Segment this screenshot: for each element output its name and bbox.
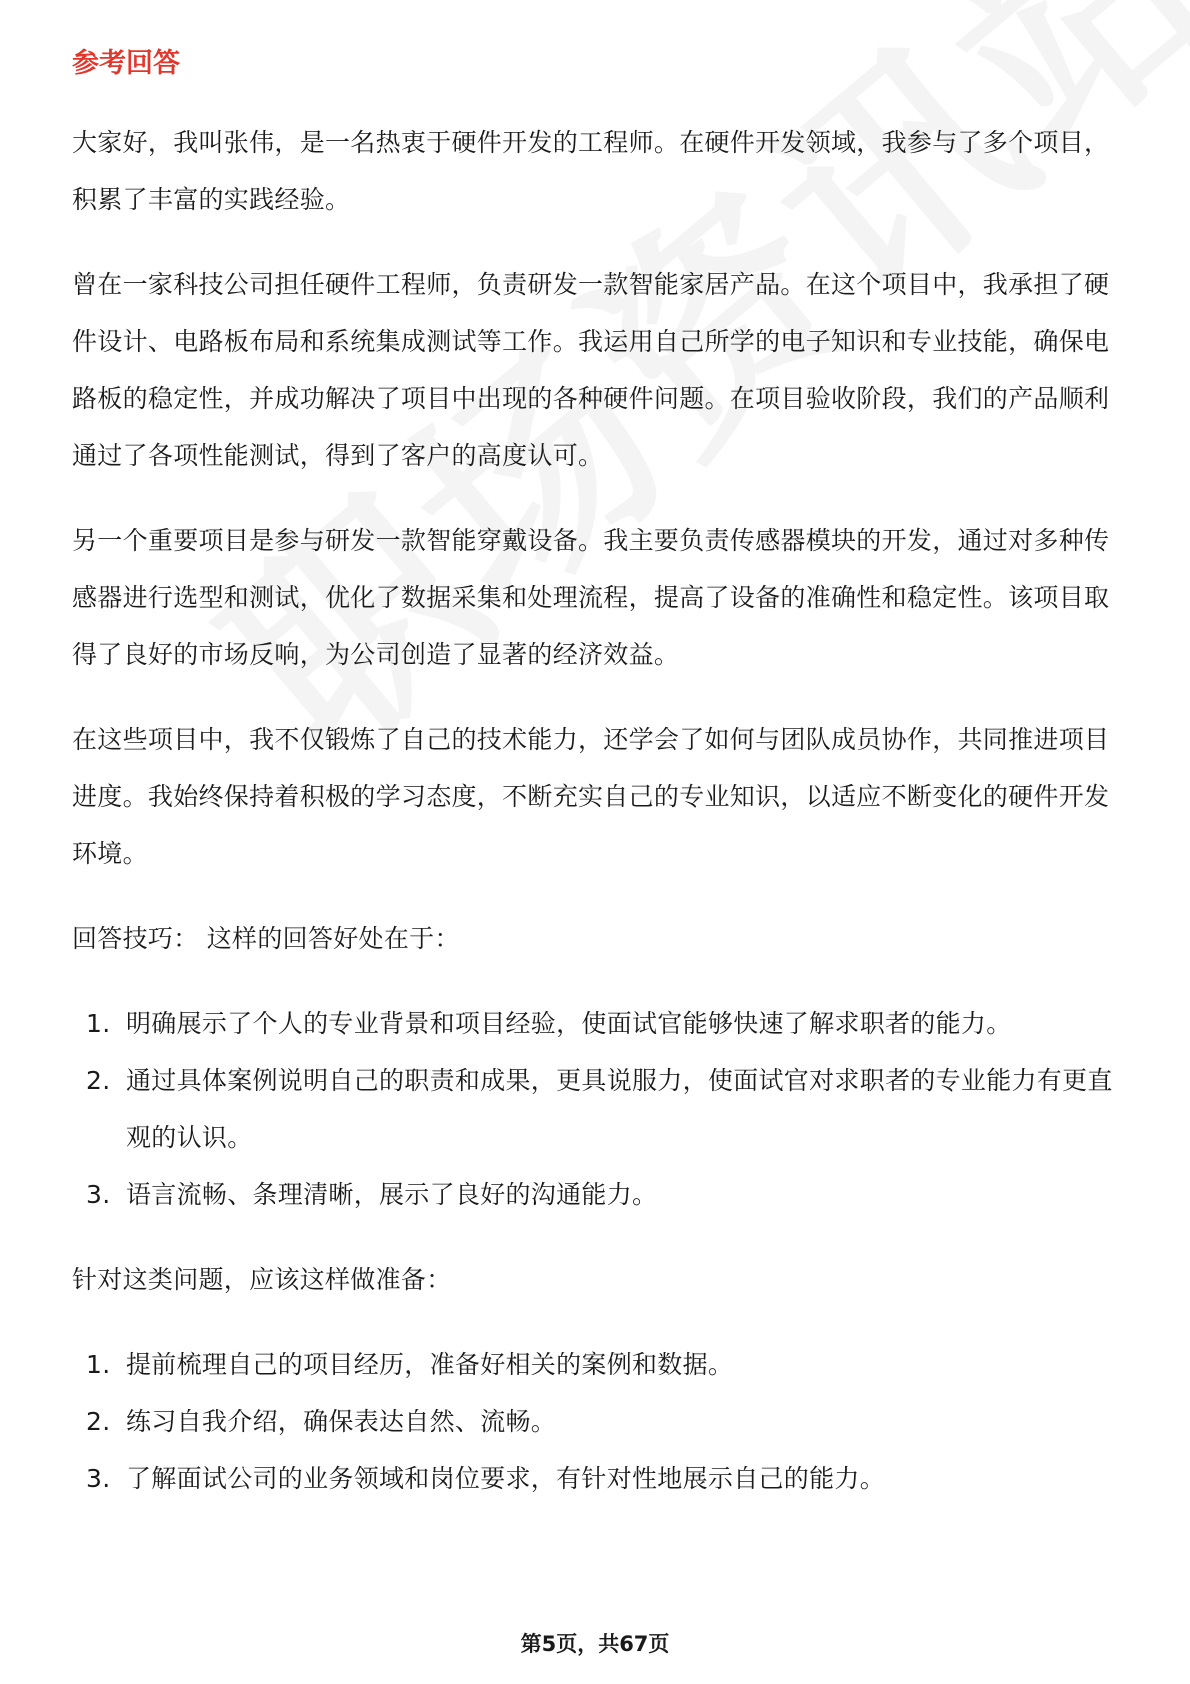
list-number: 1.	[86, 1350, 111, 1379]
list-number: 2.	[86, 1066, 111, 1095]
list-item-text: 明确展示了个人的专业背景和项目经验，使面试官能够快速了解求职者的能力。	[126, 1009, 1012, 1038]
list-number: 2.	[86, 1407, 111, 1436]
list-number: 1.	[86, 1009, 111, 1038]
tips-title: 回答技巧： 这样的回答好处在于：	[72, 924, 460, 953]
prep-list	[72, 1336, 1118, 1507]
prep-title: 针对这类问题，应该这样做准备：	[72, 1265, 452, 1294]
list-number: 3.	[86, 1464, 111, 1493]
list-item	[72, 1450, 1118, 1507]
list-item-text: 练习自我介绍，确保表达自然、流畅。	[126, 1407, 557, 1436]
list-item-text: 通过具体案例说明自己的职责和成果，更具说服力，使面试官对求职者的专业能力有更直观的认识。	[126, 1066, 1113, 1152]
list-item	[72, 1052, 1118, 1166]
list-item	[72, 995, 1118, 1052]
list-item-text: 了解面试公司的业务领域和岗位要求，有针对性地展示自己的能力。	[126, 1464, 886, 1493]
page-number: 第5页，共67页	[520, 1632, 670, 1656]
document-body	[72, 44, 1118, 1535]
list-item	[72, 1336, 1118, 1393]
tips-list	[72, 995, 1118, 1223]
list-item	[72, 1166, 1118, 1223]
section-heading: 参考回答	[72, 48, 180, 79]
list-number: 3.	[86, 1180, 111, 1209]
paragraph-intro: 大家好，我叫张伟，是一名热衷于硬件开发的工程师。在硬件开发领域，我参与了多个项目，积累了丰富的实践经验。	[72, 128, 1110, 214]
list-item	[72, 1393, 1118, 1450]
list-item-text: 语言流畅、条理清晰，展示了良好的沟通能力。	[126, 1180, 658, 1209]
paragraph-project-wearable: 另一个重要项目是参与研发一款智能穿戴设备。我主要负责传感器模块的开发，通过对多种传感器进行选型和测试，优化了数据采集和处理流程，提高了设备的准确性和稳定性。该项目取得了良好的市场反响，为公司创造了显著的经济效益。	[72, 526, 1110, 669]
paragraph-summary: 在这些项目中，我不仅锻炼了自己的技术能力，还学会了如何与团队成员协作，共同推进项目进度。我始终保持着积极的学习态度，不断充实自己的专业知识，以适应不断变化的硬件开发环境。	[72, 725, 1110, 868]
paragraph-project-smart-home: 曾在一家科技公司担任硬件工程师，负责研发一款智能家居产品。在这个项目中，我承担了硬件设计、电路板布局和系统集成测试等工作。我运用自己所学的电子知识和专业技能，确保电路板的稳定性，并成功解决了项目中出现的各种硬件问题。在项目验收阶段，我们的产品顺利通过了各项性能测试，得到了客户的高度认可。	[72, 270, 1110, 470]
list-item-text: 提前梳理自己的项目经历，准备好相关的案例和数据。	[126, 1350, 734, 1379]
